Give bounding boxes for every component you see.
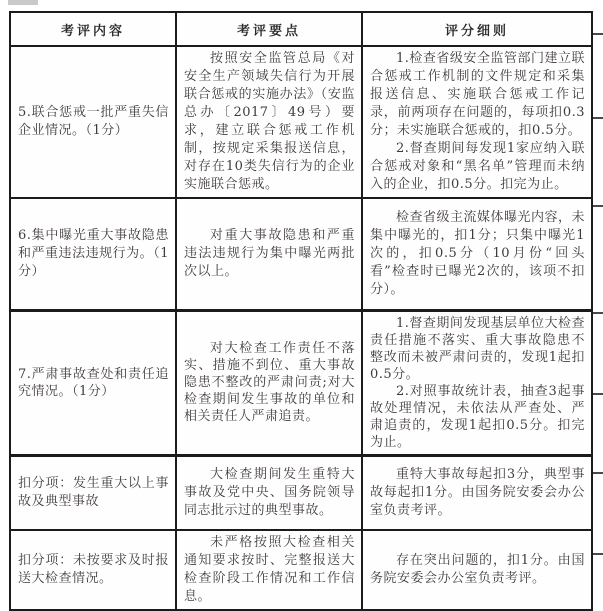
- content-text: 扣分项：未按要求及时报送大检查情况。: [18, 553, 169, 586]
- table-row: [10, 46, 592, 198]
- content-text: 扣分项：发生重大以上事故及典型事故: [18, 475, 169, 509]
- content-text: 6.集中曝光重大事故隐患和严重违法违规行为。（1分）: [18, 227, 169, 279]
- rule-paragraph: 重特大事故每起扣3分，典型事故每起扣1分。由国务院安委会办公室负责考评。: [370, 466, 585, 518]
- table-row: [10, 310, 592, 455]
- column-header-rules: 评分细则: [362, 12, 592, 46]
- cell-rules: [362, 310, 592, 455]
- points-text: 对大检查工作责任不落实、措施不到位、重大事故隐患不整改的严肃问责;对大检查期间发生事故的单位和相关责任人严肃追责。: [184, 341, 355, 424]
- points-text: 未严格按照大检查相关通知要求按时、完整报送大检查阶段工作情况和工作信息。: [184, 535, 355, 604]
- cell-points: [176, 310, 362, 455]
- column-header-content: 考评内容: [10, 12, 176, 46]
- cell-content: [10, 455, 176, 530]
- scan-artifact: [8, 0, 38, 5]
- rule-paragraph: 1.检查省级安全监管部门建立联合惩戒工作机制的文件规定和采集报送信息、实施联合惩戒工作记录，前两项存在问题的，每项扣0.3分；未实施联合惩戒的，扣0.5分。: [370, 51, 585, 138]
- scan-tick: [593, 472, 603, 474]
- table-header-row: [10, 12, 592, 46]
- rule-paragraph: 检查省级主流媒体曝光内容，未集中曝光的，扣1分；只集中曝光1次的，扣0.5分（10月份“回头看”检查时已曝光2次的，该项不扣分）。: [370, 209, 586, 297]
- cell-content: [10, 310, 176, 455]
- scan-tick: [593, 553, 603, 555]
- cell-content: [10, 530, 176, 610]
- scan-tick: [593, 393, 603, 395]
- content-text: 7.严肃事故查处和责任追究情况。（1分）: [18, 366, 169, 399]
- cell-points: [176, 46, 362, 198]
- content-text: 5.联合惩戒一批严重失信企业情况。（1分）: [18, 105, 169, 138]
- cell-points: [176, 198, 362, 310]
- column-header-points: 考评要点: [176, 12, 362, 46]
- scan-tick: [593, 205, 603, 207]
- cell-rules: [362, 198, 592, 310]
- table-row: [10, 530, 592, 610]
- rule-paragraph: 2.督查期间每发现1家应纳入联合惩戒对象和“黑名单”管理而未纳入的企业，扣0.5分。扣完为止。: [370, 141, 585, 192]
- scan-tick: [593, 117, 603, 119]
- cell-rules: [362, 46, 592, 198]
- rule-paragraph: 存在突出问题的，扣1分。由国务院安委会办公室负责考评。: [370, 553, 585, 586]
- points-text: 对重大事故隐患和严重违法违规行为集中曝光两批次以上。: [184, 227, 355, 279]
- table-row: [10, 455, 592, 530]
- points-text: 大检查期间发生重特大事故及党中央、国务院领导同志批示过的典型事故。: [184, 466, 355, 518]
- scan-tick: [593, 312, 603, 314]
- points-text: 按照安全监管总局《对安全生产领域失信行为开展联合惩戒的实施办法》（安监总办〔2017〕49号）要求，建立联合惩戒工作机制，按规定采集报送信息，对存在10类失信行为的企业实施联合惩戒。: [184, 51, 355, 192]
- cell-rules: [362, 530, 592, 610]
- rule-paragraph: 1.督查期间发现基层单位大检查责任措施不落实、重大事故隐患不整改而未被严肃问责的，发现1起扣0.5分。: [370, 315, 585, 382]
- cell-points: [176, 455, 362, 530]
- scan-tick: [593, 33, 603, 35]
- rule-paragraph: 2.对照事故统计表，抽查3起事故处理情况，未依法从严查处、严肃追责的，发现1起扣0.5分。扣完为止。: [370, 383, 585, 450]
- cell-content: [10, 46, 176, 198]
- cell-points: [176, 530, 362, 610]
- cell-rules: [362, 455, 592, 530]
- cell-content: [10, 198, 176, 310]
- assessment-criteria-table: [9, 11, 593, 611]
- table-row: [10, 198, 592, 310]
